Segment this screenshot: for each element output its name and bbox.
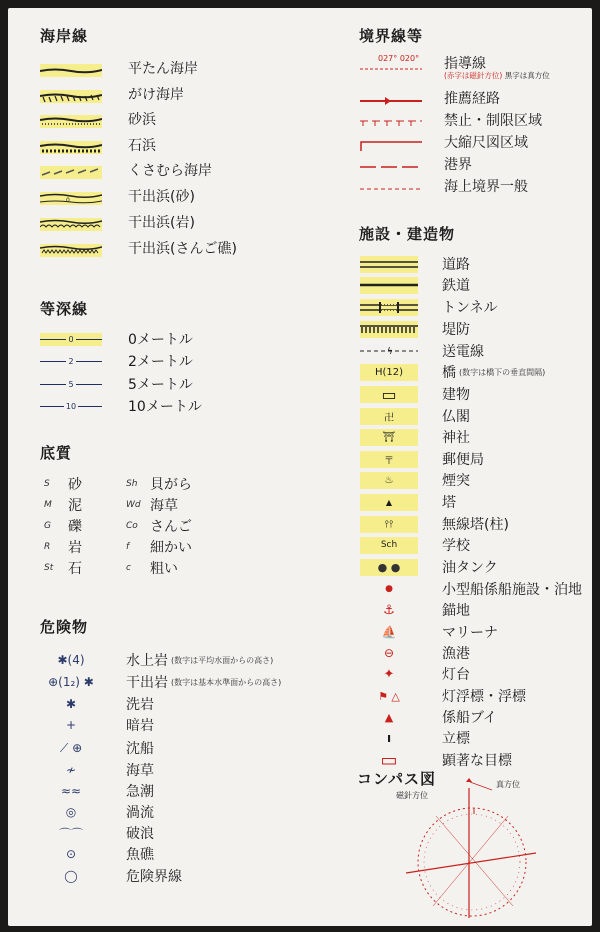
bottom-code: S <box>44 479 50 489</box>
drying-coral-symbol <box>40 242 102 255</box>
bottom-label: 礫 <box>68 519 82 535</box>
facility-label: 仏閣 <box>442 409 470 425</box>
hazard-row <box>40 715 154 735</box>
hazard-symbol: ✱(4) <box>57 653 85 667</box>
depth-label: 10メートル <box>128 399 202 415</box>
hazard-note: (数字は基本水準面からの高さ) <box>171 677 282 687</box>
facility-row <box>360 319 470 339</box>
boundary-row <box>360 132 528 152</box>
power-line-symbol <box>360 343 418 360</box>
school-symbol: Sch <box>360 537 418 554</box>
hazard-symbol: ⊙ <box>65 847 77 861</box>
facility-label: 送電線 <box>442 344 484 360</box>
tower-icon: ▲ <box>360 494 418 511</box>
bottom-label: 石 <box>68 561 82 577</box>
hazard-symbol: ⟋ ⊕ <box>59 740 83 755</box>
oil-tank-icon: ● ● <box>360 559 418 576</box>
facility-note: (数字は橋下の垂直間隔) <box>459 367 546 377</box>
leading-line-bearing: 027° 020° <box>378 53 420 63</box>
facility-label: 堤防 <box>442 322 470 338</box>
bottom-label: 貝がら <box>150 477 192 493</box>
facility-row <box>360 384 470 404</box>
facility-row <box>360 686 526 706</box>
anchorage-icon: ⚓ <box>383 602 395 618</box>
depth-number: 2 <box>68 356 74 366</box>
drying-sand-symbol <box>40 190 102 203</box>
hazard-label: 洗岩 <box>126 697 154 713</box>
chart-symbol-legend <box>8 8 592 926</box>
facility-label: 錨地 <box>442 603 470 619</box>
bridge-symbol: H(12) <box>360 364 418 381</box>
beacon-icon: ı <box>386 731 392 745</box>
facility-label: 塔 <box>442 495 456 511</box>
coast-label: 石浜 <box>128 138 156 154</box>
fishing-port-icon: ⊖ <box>383 646 395 660</box>
facility-label: 学校 <box>442 538 470 554</box>
bottom-row <box>126 537 192 557</box>
note-red: (赤字は磁針方位) <box>444 71 503 80</box>
drying-rock-symbol <box>40 216 102 229</box>
coastline-heading: 海岸線 <box>40 27 89 45</box>
bottom-code: Wd <box>126 500 141 510</box>
coast-label: 干出浜(砂) <box>128 189 195 205</box>
landmark-icon: ▭ <box>380 749 398 771</box>
facility-row <box>360 728 470 748</box>
facility-row <box>360 579 582 599</box>
facility-label: 建物 <box>442 387 470 403</box>
boundary-row <box>360 110 542 130</box>
facility-label: 郵便局 <box>442 452 484 468</box>
cliff-coast-symbol <box>40 88 102 101</box>
coast-row <box>40 58 198 78</box>
hazard-row <box>40 781 154 801</box>
hazard-symbol: + <box>65 718 77 732</box>
tunnel-symbol <box>360 299 418 316</box>
depth-row <box>40 351 193 371</box>
coast-row <box>40 186 195 206</box>
facility-row <box>360 664 470 684</box>
depth-label: 0メートル <box>128 332 193 348</box>
facility-label: 漁港 <box>442 646 470 662</box>
bottom-label: 細かい <box>150 540 192 556</box>
bottom-code: c <box>126 563 131 573</box>
bottom-code: Co <box>126 521 138 531</box>
facility-label: 鉄道 <box>442 278 470 294</box>
coast-label: くさむら海岸 <box>128 163 212 179</box>
hazard-row <box>40 694 154 714</box>
facility-label: 道路 <box>442 257 470 273</box>
depth-number: 10 <box>65 401 77 411</box>
coast-label: 砂浜 <box>128 112 156 128</box>
hazard-label: 沈船 <box>126 741 154 757</box>
depth-contour-symbol <box>40 400 102 413</box>
bottom-row <box>44 495 82 515</box>
facility-label: 神社 <box>442 430 470 446</box>
hazard-symbol: ◎ <box>65 805 77 819</box>
facility-label: 顕著な目標 <box>442 753 512 769</box>
true-bearing-label: 真方位 <box>496 780 520 789</box>
chimney-icon: ♨ <box>360 472 418 489</box>
bottom-code: R <box>44 542 51 552</box>
coast-row <box>40 160 212 180</box>
bottom-label: 泥 <box>68 498 82 514</box>
facility-row <box>360 254 470 274</box>
depth-number: 0 <box>68 334 74 344</box>
bottom-heading: 底質 <box>40 444 73 462</box>
svg-text:0: 0 <box>66 196 70 204</box>
hazard-row <box>40 802 154 822</box>
facility-label: 灯浮標・浮標 <box>442 689 526 705</box>
boundary-row <box>360 154 472 174</box>
facility-row <box>360 449 484 469</box>
building-icon: ▭ <box>360 386 418 403</box>
boundary-row <box>360 176 528 196</box>
boundary-heading: 境界線等 <box>359 27 424 45</box>
facility-label: 煙突 <box>442 473 470 489</box>
hazard-label: 海草 <box>126 763 154 779</box>
boundary-row <box>360 88 500 108</box>
hazard-label: 渦流 <box>126 805 154 821</box>
boundary-label: 推薦経路 <box>444 91 500 107</box>
large-scale-area-symbol <box>360 136 422 149</box>
facility-label: 無線塔(柱) <box>442 517 509 533</box>
coast-row <box>40 135 156 155</box>
recommended-route-symbol <box>360 92 422 105</box>
facility-row <box>360 341 484 361</box>
hazard-label: 暗岩 <box>126 718 154 734</box>
hazard-row <box>40 823 154 843</box>
bottom-code: M <box>44 500 52 510</box>
sandy-beach-symbol <box>40 113 102 126</box>
facility-row <box>360 557 498 577</box>
depth-number: 5 <box>68 379 74 389</box>
road-symbol <box>360 256 418 273</box>
facility-label: 灯台 <box>442 667 470 683</box>
facility-row <box>360 750 512 770</box>
depth-contour-symbol <box>40 355 102 368</box>
embankment-symbol <box>360 321 418 338</box>
flat-coast-symbol <box>40 62 102 75</box>
bottom-label: 海草 <box>150 498 178 514</box>
coast-row <box>40 84 184 104</box>
bottom-label: 粗い <box>150 561 178 577</box>
depth-label: 2メートル <box>128 354 193 370</box>
facility-label: マリーナ <box>442 625 498 641</box>
hazard-symbol: ≁ <box>65 763 77 777</box>
buoy-icon: ⚑ △ <box>378 689 400 703</box>
bottom-label: 岩 <box>68 540 82 556</box>
facility-row <box>360 600 470 620</box>
hazard-row <box>40 760 154 780</box>
hazard-symbol: ⌒⌒ <box>58 826 83 841</box>
shrine-icon: ⛩ <box>360 429 418 446</box>
depth-contour-symbol <box>40 333 102 346</box>
restricted-area-symbol <box>360 114 422 127</box>
coast-label: 干出浜(岩) <box>128 215 195 231</box>
note-black: 黒字は真方位 <box>504 71 550 80</box>
facility-row <box>360 427 470 447</box>
lighthouse-icon: ✦ <box>383 666 395 682</box>
hazard-symbol: ≈≈ <box>60 784 82 798</box>
bottom-row <box>44 558 82 578</box>
hazard-heading: 危険物 <box>40 618 89 636</box>
facility-row <box>360 362 545 382</box>
leading-line-symbol <box>360 53 422 70</box>
depth-row <box>40 329 193 349</box>
coast-label: 干出浜(さんご礁) <box>128 241 237 257</box>
stony-beach-symbol <box>40 139 102 152</box>
coast-row <box>40 238 237 258</box>
hazard-symbol: ◯ <box>64 869 78 883</box>
boundary-label: 禁止・制限区域 <box>444 113 542 129</box>
leading-line-note <box>444 70 550 81</box>
hazard-label: 急潮 <box>126 784 154 800</box>
boundary-label: 大縮尺図区域 <box>444 135 528 151</box>
boundary-label: 海上境界一般 <box>444 179 528 195</box>
bottom-code: G <box>44 521 51 531</box>
radio-tower-icon: ⫯⫯ <box>360 516 418 533</box>
hazard-row <box>40 650 273 670</box>
hazard-symbol: ⊕(1₂) ✱ <box>48 675 94 689</box>
compass-heading: コンパス図 <box>357 770 436 788</box>
magnetic-bearing-label: 磁針方位 <box>396 791 428 800</box>
facility-row <box>360 707 497 727</box>
facility-row <box>360 514 509 534</box>
hazard-row <box>40 866 182 886</box>
facility-row <box>360 622 498 642</box>
hazard-label: 危険界線 <box>126 869 182 885</box>
bottom-row <box>126 558 178 578</box>
svg-text:ϟ: ϟ <box>387 346 393 357</box>
depth-row <box>40 374 193 394</box>
bottom-row <box>126 495 178 515</box>
maritime-boundary-symbol <box>360 180 422 193</box>
facility-heading: 施設・建造物 <box>359 225 456 243</box>
hazard-symbol: ✱ <box>65 697 77 711</box>
facility-row <box>360 492 456 512</box>
boundary-label: 港界 <box>444 157 472 173</box>
small-craft-mooring-icon: ● <box>385 584 393 594</box>
facility-row <box>360 297 498 317</box>
post-office-icon: 〒 <box>360 451 418 468</box>
hazard-label: 魚礁 <box>126 847 154 863</box>
depth-contour-symbol <box>40 378 102 391</box>
bottom-code: Sh <box>126 479 138 489</box>
facility-row <box>360 643 470 663</box>
railway-symbol <box>360 277 418 294</box>
temple-icon: 卍 <box>360 408 418 425</box>
facility-label: トンネル <box>442 300 498 316</box>
hazard-label: 干出岩 <box>126 675 168 691</box>
hazard-label: 破浪 <box>126 826 154 842</box>
boundary-label: 指導線 <box>444 56 486 72</box>
bottom-row <box>126 516 192 536</box>
depth-heading: 等深線 <box>40 300 89 318</box>
bottom-row <box>44 537 82 557</box>
bottom-code: f <box>126 542 130 552</box>
facility-row <box>360 406 470 426</box>
bottom-row <box>44 474 82 494</box>
hazard-note: (数字は平均水面からの高さ) <box>171 655 274 665</box>
facility-label: 係船ブイ <box>442 710 497 726</box>
harbor-limit-symbol <box>360 158 422 171</box>
hazard-row <box>40 844 154 864</box>
mooring-buoy-icon: ▲ <box>384 710 394 724</box>
depth-row <box>40 396 202 416</box>
bottom-row <box>126 474 192 494</box>
grassy-coast-symbol <box>40 164 102 177</box>
coast-label: 平たん海岸 <box>128 61 198 77</box>
coast-row <box>40 109 156 129</box>
facility-row <box>360 470 470 490</box>
facility-row <box>360 535 470 555</box>
bottom-label: 砂 <box>68 477 82 493</box>
bottom-row <box>44 516 82 536</box>
bottom-code: St <box>44 563 54 573</box>
coast-label: がけ海岸 <box>128 87 184 103</box>
marina-icon: ⛵ <box>381 625 397 639</box>
coast-row <box>40 212 195 232</box>
compass-rose <box>398 778 548 924</box>
hazard-row <box>40 672 281 692</box>
facility-label: 立標 <box>442 731 470 747</box>
facility-label: 小型船係船施設・泊地 <box>442 582 582 598</box>
depth-label: 5メートル <box>128 377 193 393</box>
facility-label: 油タンク <box>442 560 498 576</box>
hazard-label: 水上岩 <box>126 653 168 669</box>
bottom-label: さんご <box>150 519 192 535</box>
facility-label: 橋 <box>442 365 456 381</box>
hazard-row <box>40 738 154 758</box>
facility-row <box>360 275 470 295</box>
